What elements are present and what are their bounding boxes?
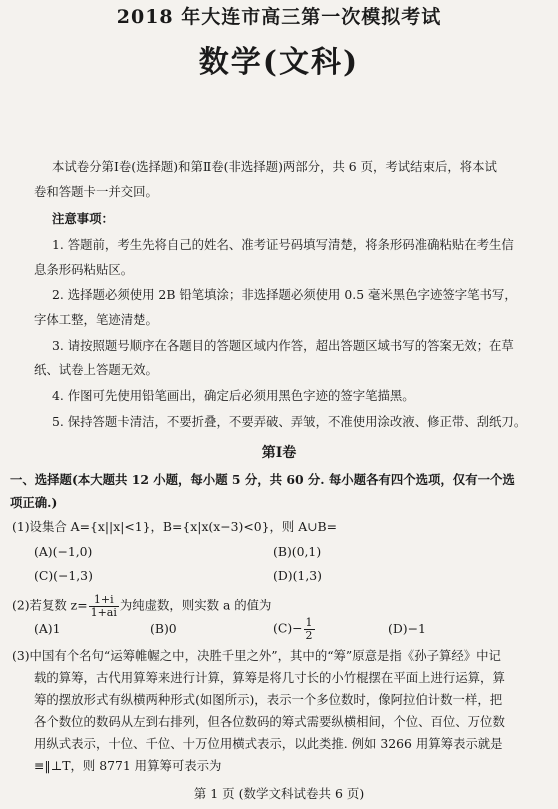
intro-line-2: 卷和答题卡一并交回。 [34, 184, 158, 199]
q2-fraction [89, 594, 119, 618]
q3-line-4: 各个数位的数码从左到右排列，但各位数码的筹式需要纵横相间，个位、百位、万位数 [34, 714, 505, 729]
section-title: 第Ⅰ卷 [261, 445, 297, 461]
q3-line-3: 筹的摆放形式有纵横两种形式(如图所示)，表示一个多位数时，像阿拉伯计数一样，把 [34, 692, 503, 707]
q1-stem: (1)设集合 A={x||x|<1}，B={x|x(x−3)<0}，则 A∪B= [12, 519, 338, 534]
q3-line-1: (3)中国有个名句“运筹帷幄之中，决胜千里之外”，其中的“筹”原意是指《孙子算经》中记 [12, 648, 501, 663]
q2-denominator: 1+ai [90, 605, 117, 619]
note-line-8: 5. 保持答题卡清洁，不要折叠，不要弄破、弄皱，不准使用涂改液、修正带、刮纸刀。 [52, 414, 527, 429]
note-line-5: 3. 请按照题号顺序在各题目的答题区域内作答，超出答题区域书写的答案无效；在草 [52, 338, 514, 353]
q2-option-c-fraction [304, 617, 315, 641]
notes-heading: 注意事项： [52, 211, 114, 226]
q2-numerator: 1+i [89, 594, 119, 607]
exam-subtitle: 数学(文科) [198, 45, 360, 80]
note-line-2: 息条形码粘贴区。 [34, 262, 134, 277]
q2-option-c-label: (C)− [273, 620, 303, 636]
q3-line-2: 载的算筹，古代用算筹来进行计算，算筹是将几寸长的小竹棍摆在平面上进行运算，算 [34, 670, 505, 685]
note-line-3: 2. 选择题必须使用 2B 铅笔填涂；非选择题必须使用 0.5 毫米黑色字迹签字笔书写， [52, 287, 517, 302]
q2-option-b: (B)0 [150, 621, 177, 636]
page-footer: 第 1 页 (数学文科试卷共 6 页) [193, 786, 365, 801]
q2-option-d: (D)−1 [388, 621, 426, 636]
note-line-7: 4. 作图可先使用铅笔画出，确定后必须用黑色字迹的签字笔描黑。 [52, 388, 415, 403]
q1-option-a: (A)(−1,0) [34, 544, 93, 559]
note-line-4: 字体工整，笔迹清楚。 [34, 312, 158, 327]
section-heading-line-2: 项正确.) [10, 495, 58, 510]
q1-option-d: (D)(1,3) [273, 568, 322, 583]
q2-prefix: (2)若复数 z= [12, 597, 88, 613]
note-line-1: 1. 答题前，考生先将自己的姓名、准考证号码填写清楚，将条形码准确粘贴在考生信 [52, 237, 514, 252]
q3-line-6: ≡‖⊥T，则 8771 用算筹可表示为 [34, 758, 222, 773]
q3-line-5: 用纵式表示，十位、千位、十万位用横式表示，以此类推. 例如 3266 用算筹表示就是 [34, 736, 503, 751]
intro-line-1: 本试卷分第Ⅰ卷(选择题)和第Ⅱ卷(非选择题)两部分，共 6 页，考试结束后，将本试 [52, 159, 497, 174]
section-heading-line-1: 一、选择题(本大题共 12 小题，每小题 5 分，共 60 分. 每小题各有四个选项，仅有一个选 [10, 472, 515, 487]
q2-option-c-denominator: 2 [305, 628, 313, 642]
q2-stem [12, 594, 271, 618]
exam-title: 2018 年大连市高三第一次模拟考试 [116, 6, 442, 28]
note-line-6: 纸、试卷上答题无效。 [34, 362, 158, 377]
q2-suffix: 为纯虚数，则实数 a 的值为 [119, 597, 272, 613]
q2-option-a: (A)1 [34, 621, 61, 636]
q1-option-b: (B)(0,1) [273, 544, 322, 559]
q1-option-c: (C)(−1,3) [34, 568, 93, 583]
q2-option-c-numerator: 1 [305, 616, 313, 629]
q2-option-c [273, 617, 316, 641]
